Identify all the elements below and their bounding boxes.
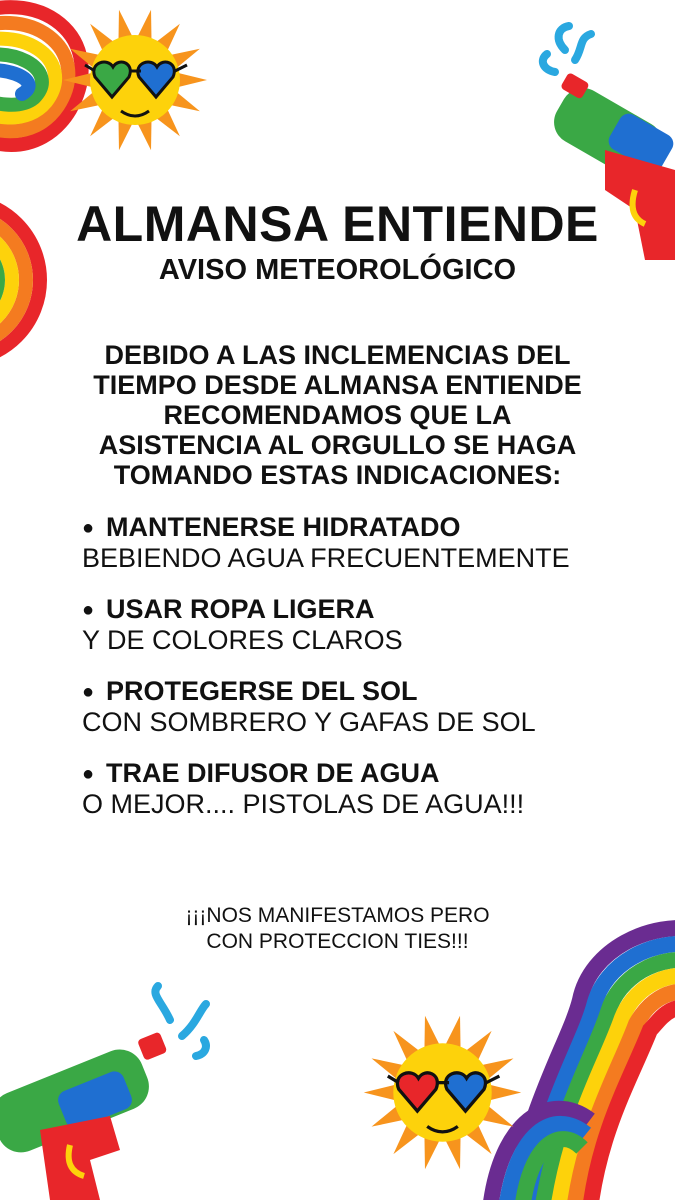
tip-detail: BEBIENDO AGUA FRECUENTEMENTE xyxy=(82,543,570,573)
sun-ray xyxy=(488,1084,522,1100)
intro-paragraph xyxy=(60,340,615,490)
page-title: ALMANSA ENTIENDE xyxy=(76,196,599,252)
water-pistol-icon xyxy=(0,980,210,1200)
sun-ray xyxy=(63,72,94,87)
bullet-icon: ● xyxy=(82,763,95,785)
sun-ray xyxy=(364,1084,398,1100)
tip-heading: USAR ROPA LIGERA xyxy=(106,594,375,624)
intro-line: ASISTENCIA AL ORGULLO SE HAGA xyxy=(98,430,577,460)
intro-line: RECOMENDAMOS QUE LA xyxy=(163,400,512,430)
tip-heading: TRAE DIFUSOR DE AGUA xyxy=(106,758,440,788)
tip-detail: Y DE COLORES CLAROS xyxy=(82,625,403,655)
closing-line: CON PROTECCION TIES!!! xyxy=(206,930,469,953)
intro-line: DEBIDO A LAS INCLEMENCIAS DEL xyxy=(104,340,571,370)
tip-detail: CON SOMBRERO Y GAFAS DE SOL xyxy=(82,707,536,737)
closing-message xyxy=(150,903,525,955)
closing-line: ¡¡¡NOS MANIFESTAMOS PERO xyxy=(185,904,490,927)
tip-heading: PROTEGERSE DEL SOL xyxy=(106,676,418,706)
tip-heading: MANTENERSE HIDRATADO xyxy=(106,512,461,542)
page-subtitle: AVISO METEOROLÓGICO xyxy=(158,254,517,286)
bullet-icon: ● xyxy=(82,599,95,621)
intro-line: TOMANDO ESTAS INDICACIONES: xyxy=(113,460,562,490)
sun-ray xyxy=(176,72,207,87)
sun-with-heart-glasses-icon xyxy=(55,5,215,155)
tips-list xyxy=(82,512,642,840)
bullet-icon: ● xyxy=(82,517,95,539)
tip-item xyxy=(82,512,642,594)
bullet-icon: ● xyxy=(82,681,95,703)
tip-item xyxy=(82,594,642,676)
tip-item xyxy=(82,676,642,758)
tip-item xyxy=(82,758,642,840)
sun-with-heart-glasses-icon xyxy=(355,1005,530,1180)
tip-detail: O MEJOR.... PISTOLAS DE AGUA!!! xyxy=(82,789,525,819)
intro-line: TIEMPO DESDE ALMANSA ENTIENDE xyxy=(93,370,582,400)
